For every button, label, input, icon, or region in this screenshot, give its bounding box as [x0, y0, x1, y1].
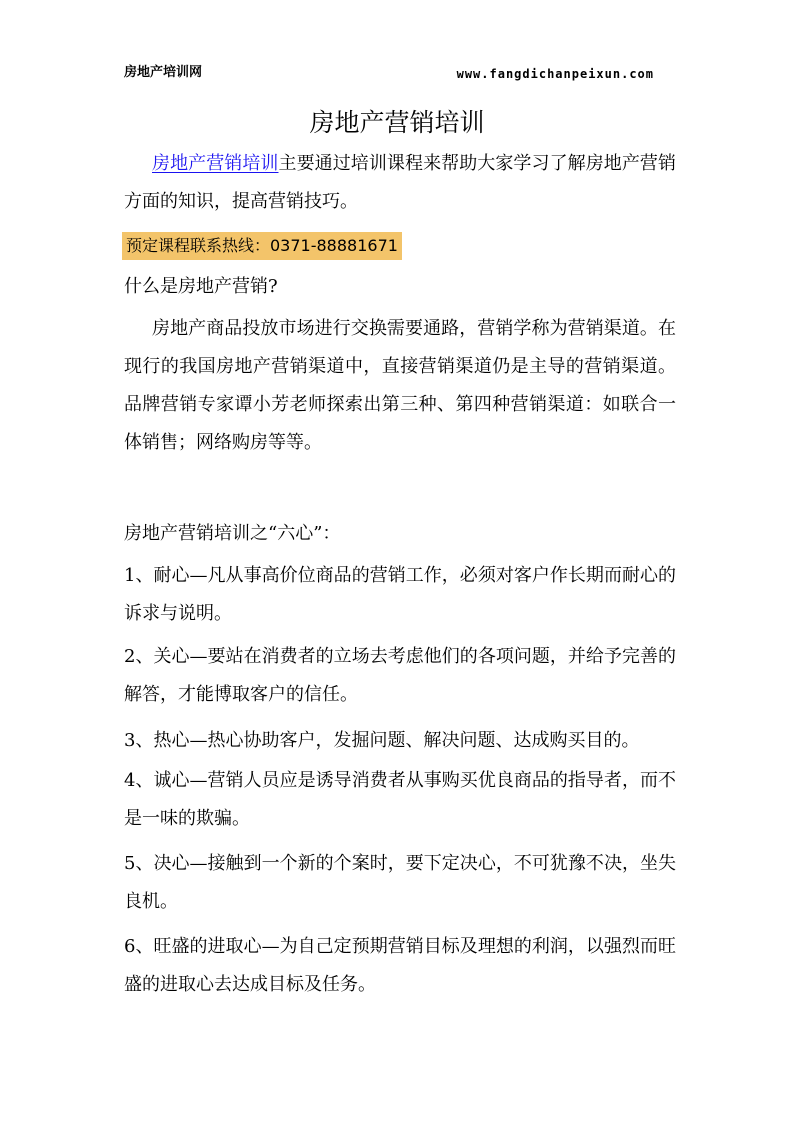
intro-paragraph: [124, 145, 676, 221]
header-site-name: 房地产培训网: [124, 65, 203, 80]
intro-text: 主要通过培训课程来帮助大家学习了解房地产营销方面的知识，提高营销技巧。: [124, 153, 676, 212]
marketing-channel-paragraph: 房地产商品投放市场进行交换需要通路，营销学称为营销渠道。在现行的我国房地产营销渠道中，直接营销渠道仍是主导的营销渠道。品牌营销专家谭小芳老师探索出第三种、第四种营销渠道：如联合一体销售；网络购房等等。: [124, 318, 676, 453]
page-title: 房地产营销培训: [309, 108, 485, 137]
six-hearts-heading: 房地产营销培训之“六心”：: [124, 523, 341, 544]
question-heading: 什么是房地产营销?: [124, 276, 278, 297]
list-item-sincerity: 4、诚心—营销人员应是诱导消费者从事购买优良商品的指导者，而不是一味的欺骗。: [124, 770, 676, 829]
list-item-enthusiasm: 3、热心—热心协助客户，发掘问题、解决问题、达成购买目的。: [124, 730, 640, 751]
list-item-ambition: 6、旺盛的进取心—为自己定预期营销目标及理想的利润，以强烈而旺盛的进取心去达成目标及任务。: [124, 936, 676, 995]
list-item-care: 2、关心—要站在消费者的立场去考虑他们的各项问题，并给予完善的解答，才能博取客户的信任。: [124, 646, 676, 705]
list-item-patience: 1、耐心—凡从事高价位商品的营销工作，必须对客户作长期而耐心的诉求与说明。: [124, 565, 676, 624]
header-url: www.fangdichanpeixun.com: [456, 67, 654, 81]
list-item-determination: 5、决心—接触到一个新的个案时，要下定决心，不可犹豫不决，坐失良机。: [124, 853, 676, 912]
hotline-banner: 预定课程联系热线：0371-88881671: [122, 232, 402, 260]
course-link[interactable]: 房地产营销培训: [152, 153, 279, 174]
